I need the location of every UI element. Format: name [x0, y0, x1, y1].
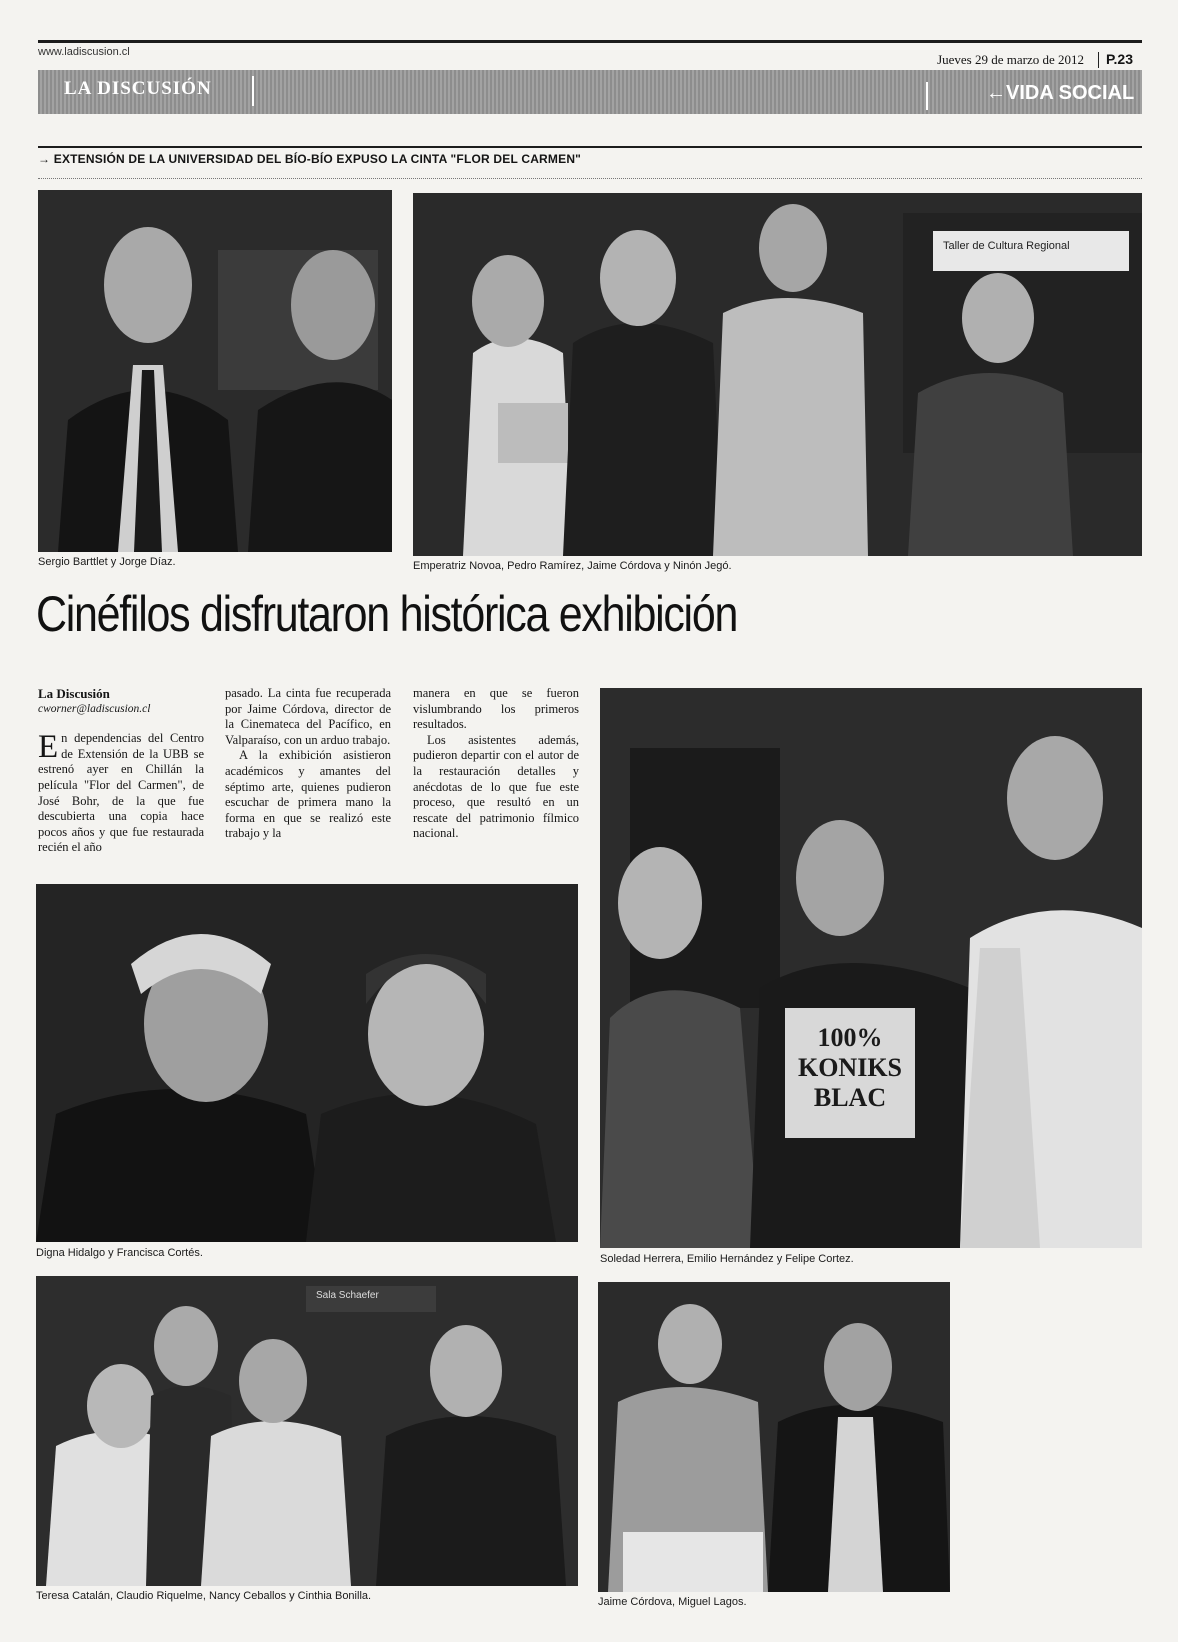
photo-illustration: [598, 1282, 950, 1592]
photo-illustration: [600, 688, 1142, 1248]
dotted-divider: [38, 178, 1142, 179]
article-headline: Cinéfilos disfrutaron histórica exhibición: [36, 586, 738, 642]
shirt-print: 100% KONIKS BLAC: [797, 1023, 903, 1112]
photo-caption: Soledad Herrera, Emilio Hernández y Felipe Cortez.: [600, 1253, 854, 1265]
text-column-3: [413, 686, 579, 842]
photo-sign: Sala Schaefer: [316, 1290, 379, 1301]
paragraph-1-end: pasado. La cinta fue recuperada por Jaime Córdova, director de la Cinemateca del Pacífico, en Valparaíso, con un arduo trabajo.: [225, 686, 391, 747]
drop-cap: E: [38, 729, 59, 766]
photo-cordova-lagos: [598, 1282, 950, 1592]
photo-herrera-hernandez-cortez: [600, 688, 1142, 1248]
paragraph-2: A la exhibición asistieron académicos y amantes del séptimo arte, quienes pudieron escuchar de primera mano la forma en que se realizó este trabajo y la: [225, 748, 391, 841]
paragraph-3: Los asistentes además, pudieron departir con el autor de la restauración detalles y anécdotas de lo que fue este proceso, que resultó en un rescate del patrimonio fílmico nacional.: [413, 732, 579, 841]
photo-illustration: [36, 884, 578, 1242]
photo-caption: Jaime Córdova, Miguel Lagos.: [598, 1596, 747, 1608]
newspaper-logo: LA DISCUSIÓN: [64, 78, 212, 99]
photo-illustration: [38, 190, 392, 552]
issue-date: Jueves 29 de marzo de 2012: [937, 52, 1084, 67]
text-column-1: [38, 686, 204, 856]
band-divider: [926, 82, 928, 110]
photo-group-dvd: [413, 193, 1142, 556]
kicker-rule: [38, 146, 1142, 148]
photo-caption: Sergio Barttlet y Jorge Díaz.: [38, 556, 176, 568]
text-column-2: [225, 686, 391, 842]
photo-caption: Emperatriz Novoa, Pedro Ramírez, Jaime Córdova y Ninón Jegó.: [413, 560, 732, 572]
paragraph-2-end: manera en que se fueron vislumbrando los primeros resultados.: [413, 686, 579, 732]
photo-catalan-riquelme-ceballos-bonilla: [36, 1276, 578, 1586]
photo-caption: Teresa Catalán, Claudio Riquelme, Nancy Ceballos y Cinthia Bonilla.: [36, 1590, 372, 1602]
paragraph-1-start: n dependencias del Centro de Extensión de la UBB se estrenó ayer en: [38, 731, 204, 777]
page-number: P.23: [1106, 51, 1133, 67]
photo-illustration: [36, 1276, 578, 1586]
site-url[interactable]: www.ladiscusion.cl: [38, 46, 130, 58]
photo-barttlet-diaz: [38, 190, 392, 552]
photo-sign: Taller de Cultura Regional: [943, 240, 1070, 252]
header-divider: [1098, 52, 1099, 68]
paragraph-1-cont: Chillán la película "Flor del Carmen", de José Bohr, de la que fue descubierta una copia hace pocos años y que fue restaurada recién el año: [38, 762, 205, 855]
photo-hidalgo-cortes: [36, 884, 578, 1242]
top-rule: [38, 40, 1142, 43]
article-kicker: → EXTENSIÓN DE LA UNIVERSIDAD DEL BÍO-BÍO EXPUSO LA CINTA "FLOR DEL CARMEN": [38, 152, 582, 166]
photo-caption: Digna Hidalgo y Francisca Cortés.: [36, 1247, 203, 1259]
byline-email[interactable]: cworner@ladiscusion.cl: [38, 702, 151, 715]
section-title: ←VIDA SOCIAL: [986, 82, 1135, 104]
byline-name: La Discusión: [38, 686, 110, 701]
band-divider: [252, 76, 254, 106]
